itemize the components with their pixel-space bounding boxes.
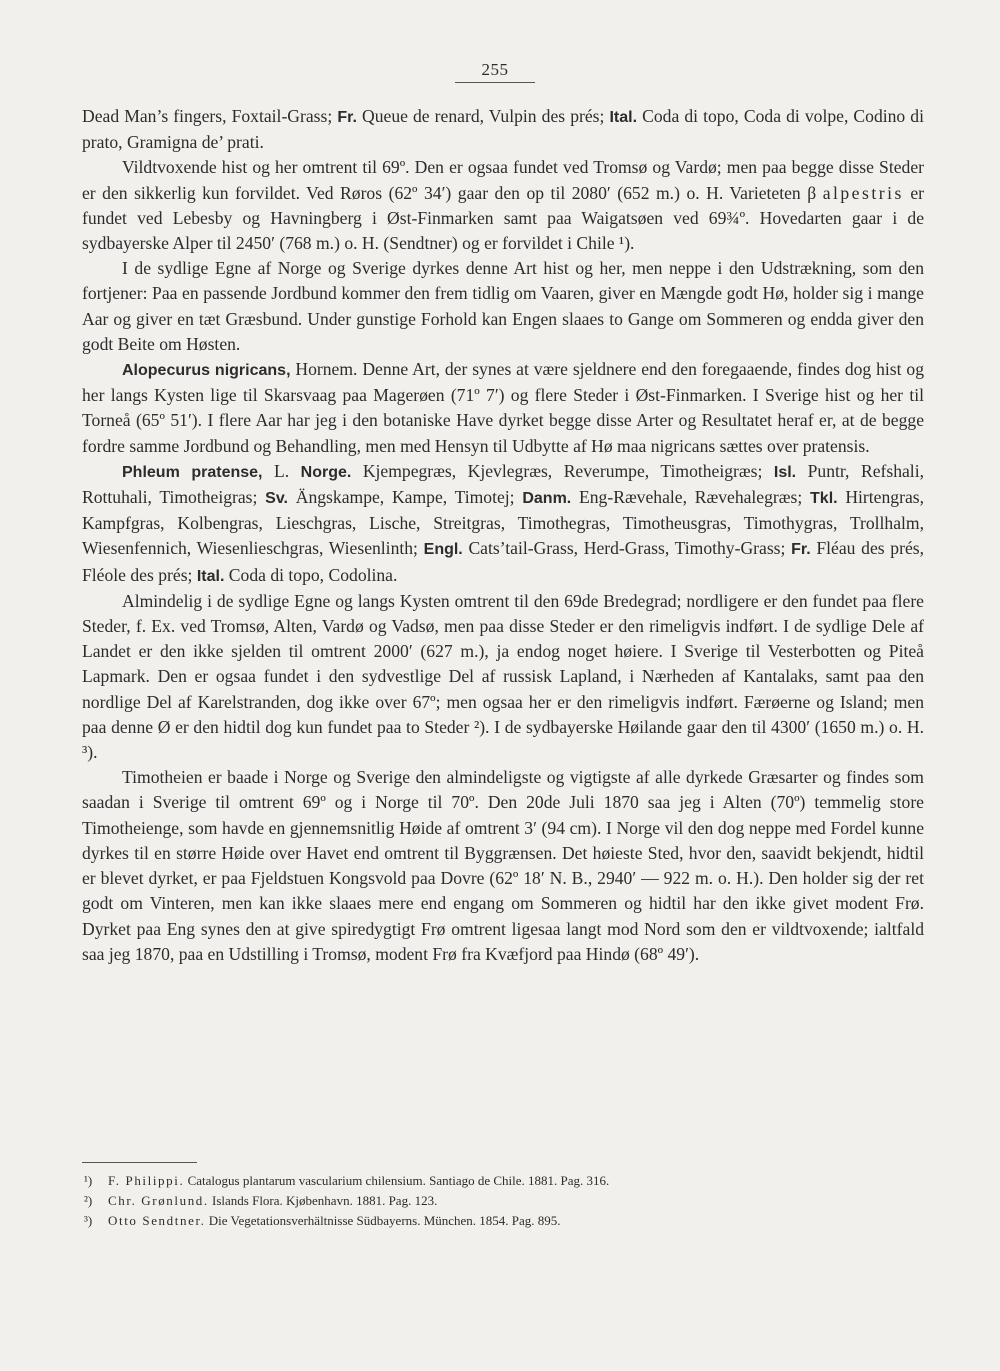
paragraph — [82, 765, 924, 967]
text-run: L. — [262, 460, 301, 481]
bold-term: Fr. — [337, 109, 357, 126]
spaced-term: alpestris — [822, 182, 904, 203]
bold-term: Engl. — [423, 541, 463, 559]
bold-term: Sv. — [265, 490, 288, 508]
bold-term: Danm. — [522, 490, 572, 508]
footnote-text: Catalogus plantarum vascularium chilensium. Santiago de Chile. 1881. Pag. 316. — [187, 1173, 610, 1188]
footnote-author: Chr. Grønlund. — [108, 1193, 209, 1208]
footnote-number: ²) — [84, 1193, 93, 1208]
text-run: Puntr, Refshali, Rottuhali, Timotheigras; — [82, 460, 924, 508]
bold-term: Ital. — [196, 567, 225, 585]
bold-term: Norge. — [300, 463, 352, 481]
text-run: Hornem. Denne Art, der synes at være sjeldnere end den foregaaende, findes dog hist og her langs Kysten lige til Skarsvaag paa Magerøen (71º 7′) og flere Steder i Øst-Finmarken. I Sverige hist og her til Torneå (65º 51′). I flere Aar har jeg i den botaniske Have dyrket begge disse Arter og Resultatet heraf er, at de begge fordre samme Jordbund og Behandling, men med Hensyn til Udbytte af Hø maa nigricans sættes over pratensis. — [82, 359, 924, 456]
text-run: Cats’tail-Grass, Herd-Grass, Timothy-Grass; — [462, 538, 792, 559]
footnote-author: Otto Sendtner. — [108, 1213, 206, 1228]
paragraph — [82, 459, 924, 589]
paragraph — [82, 589, 924, 765]
paragraph — [82, 155, 924, 256]
footnotes — [82, 1171, 924, 1231]
bold-term: Ital. — [609, 109, 638, 126]
footnote-number: ³) — [84, 1213, 93, 1228]
text-run: Kjempegræs, Kjevlegræs, Reverumpe, Timotheigræs; — [351, 460, 774, 481]
text-run: Queue de renard, Vulpin des prés; — [356, 106, 610, 126]
bold-term: Fr. — [791, 541, 811, 559]
paragraph — [82, 357, 924, 459]
footnote-author: F. Philippi. — [108, 1173, 185, 1188]
text-run: Vildtvoxende hist og her omtrent til 69º. Den er ogsaa fundet ved Tromsø og Vardø; men paa begge disse Steder er den sikkerlig kun forvildet. Ved Røros (62º 34′) gaar den op til 2080′ (652 m.) o. H. Varieteten β — [82, 157, 924, 203]
paragraph — [82, 104, 924, 155]
bold-term: Phleum pratense, — [122, 463, 263, 481]
footnote — [82, 1171, 924, 1191]
text-run: er fundet ved Lebesby og Havningberg i Øst-Finmarken samt paa Waigatsøen ved 69¾º. Hovedarten gaar i de sydbayerske Alper til 2450′ (768 m.) o. H. (Sendtner) og er forvildet i Chile ¹). — [82, 182, 924, 254]
page-number-rule — [455, 82, 535, 83]
footnote-separator — [82, 1162, 197, 1163]
paragraph — [82, 256, 924, 357]
text-run: Fléau des prés, Fléole des prés; — [82, 538, 924, 585]
text-run: Eng-Rævehale, Rævehalegræs; — [571, 487, 811, 508]
page-number-block — [455, 60, 535, 83]
text-run: I de sydlige Egne af Norge og Sverige dyrkes denne Art hist og her, men neppe i den Udstrækning, som den fortjener: Paa en passende Jordbund kommer den frem tidlig om Vaaren, giver en Mængde godt Hø, holder sig i mange Aar og giver en tæt Græsbund. Under gunstige Forhold kan Engen slaaes to Gange om Sommeren og endda giver den godt Beite om Høsten. — [82, 258, 924, 354]
footnote-text: Die Vegetationsverhältnisse Südbayerns. München. 1854. Pag. 895. — [208, 1213, 561, 1228]
page-number: 255 — [481, 60, 509, 79]
footnote-number: ¹) — [84, 1173, 93, 1188]
text-run: Coda di topo, Codolina. — [224, 564, 398, 585]
text-run: Almindelig i de sydlige Egne og langs Kysten omtrent til den 69de Bredegrad; nordligere er den fundet paa flere Steder, f. Ex. ved Tromsø, Alten, Vardø og Vadsø, men paa disse Steder er den rimeligvis indført. I de sydlige Dele af Landet er den ikke sjelden til omtrent 2000′ (627 m.), ja endog noget høiere. I Sverige til Vesterbotten og Piteå Lapmark. Den er ogsaa fundet i den sydvestlige Del af russisk Lapland, i Nærheden af Kantalaks, samt paa den nordlige Del af Karelstranden, dog ikke over 67º; men ogsaa her er den rimeligvis indført. Færøerne og Island; men paa denne Ø er den hidtil dog kun fundet paa to Steder ²). I de sydbayerske Høilande gaar den til 4300′ (1650 m.) o. H. ³). — [82, 590, 924, 763]
text-run: Timotheien er baade i Norge og Sverige den almindeligste og vigtigste af alle dyrkede Græsarter og findes som saadan i Sverige til omtrent 69º og i Norge til 70º. Den 20de Juli 1870 saa jeg i Alten (70º) temmelig store Timotheienge, som havde en gjennemsnitlig Høide af omtrent 3′ (94 cm). I Norge vil den dog neppe med Fordel kunne dyrkes til en større Høide over Havet end omtrent til Byggrænsen. Det høieste Sted, hvor den, saavidt bekjendt, hidtil er blevet dyrket, er paa Fjeldstuen Kongsvold paa Dovre (62º 18′ N. B., 2940′ — 922 m. o. H.). Den holder sig der ret godt om Vinteren, men kan ikke slaaes mere end engang om Sommeren og hidtil har den ikke givet modent Frø. Dyrket paa Eng synes den at give spiredygtigt Frø omtrent ligesaa langt mod Nord som den er vildtvoxende; ialtfald saa jeg 1870, paa en Udstilling i Tromsø, modent Frø fra Kvæfjord paa Hindø (68º 49′). — [82, 767, 924, 964]
footnote — [82, 1191, 924, 1211]
bold-term: Isl. — [773, 463, 797, 481]
footnote-text: Islands Flora. Kjøbenhavn. 1881. Pag. 123. — [212, 1193, 438, 1208]
text-run: Dead Man’s fingers, Foxtail-Grass; — [82, 106, 338, 126]
footnote — [82, 1211, 924, 1231]
text-run: Hirtengras, Kampfgras, Kolbengras, Lieschgras, Lische, Streitgras, Timothegras, Timotheusgras, Timothygras, Trollhalm, Wiesenfennich, Wiesenlieschgras, Wiesenlinth; — [82, 487, 924, 559]
text-run: Ängskampe, Kampe, Timotej; — [288, 487, 523, 508]
body-text — [82, 104, 924, 967]
text-run: Coda di topo, Coda di volpe, Codino di prato, Gramigna de’ prati. — [82, 106, 924, 153]
bold-term: Tkl. — [810, 490, 838, 508]
bold-term: Alopecurus nigricans, — [122, 362, 291, 380]
